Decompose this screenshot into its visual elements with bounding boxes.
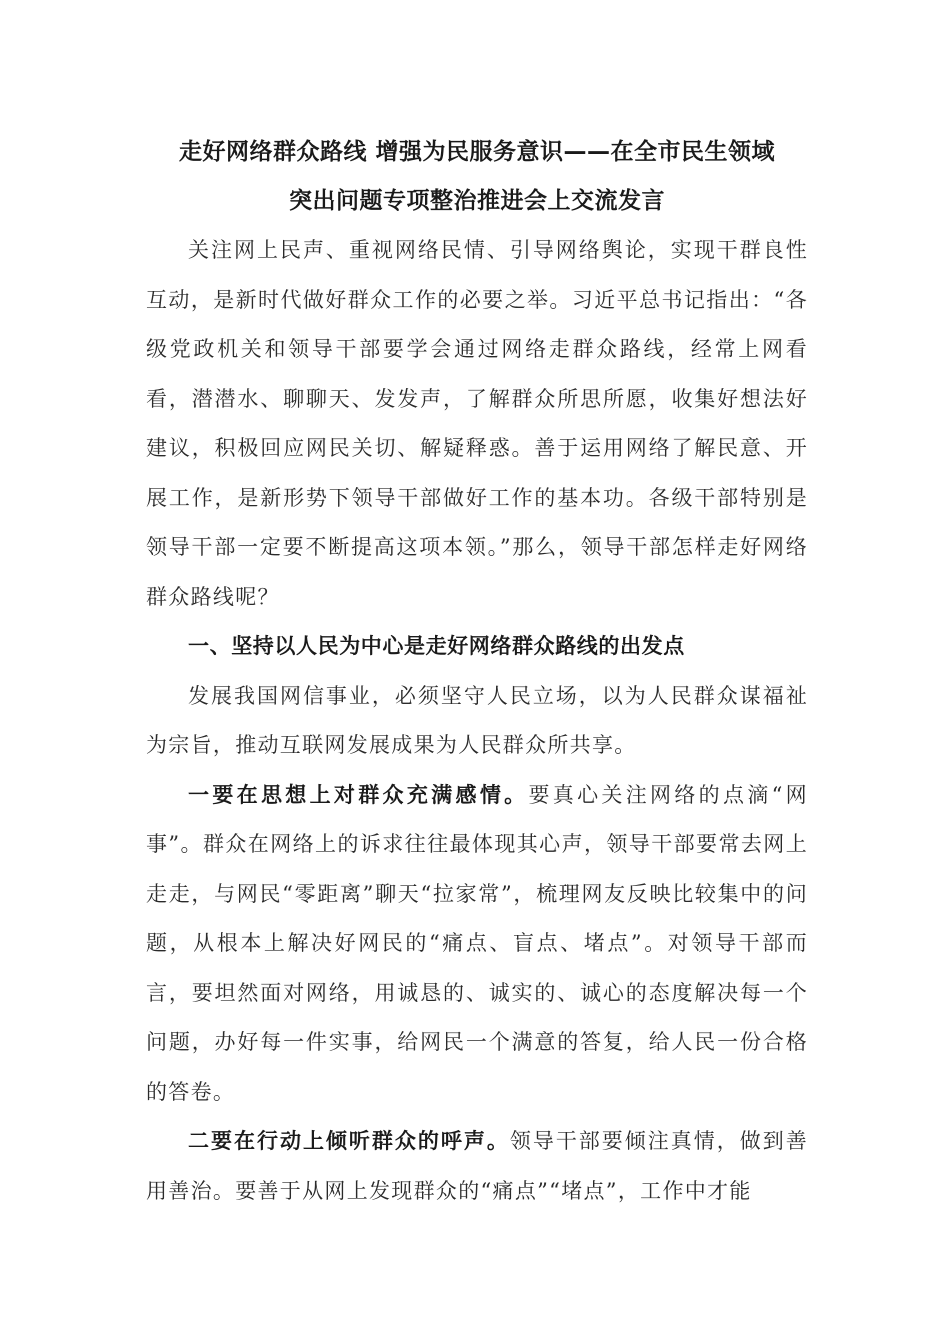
document-page bbox=[146, 128, 808, 1216]
point-1-lead: 一要在思想上对群众充满感情。 bbox=[188, 782, 529, 807]
point-2-text: 领导干部要倾注真情，做到善用善治。要善于从网上发现群众的“痛点”“堵点”，工作中才能 bbox=[146, 1129, 808, 1203]
document-title bbox=[146, 128, 808, 226]
intro-paragraph: 关注网上民声、重视网络民情、引导网络舆论，实现干群良性互动，是新时代做好群众工作的必要之举。习近平总书记指出：“各级党政机关和领导干部要学会通过网络走群众路线，经常上网看看，潜潜水、聊聊天、发发声，了解群众所思所愿，收集好想法好建议，积极回应网民关切、解疑释惑。善于运用网络了解民意、开展工作，是新形势下领导干部做好工作的基本功。各级干部特别是领导干部一定要不断提高这项本领。”那么，领导干部怎样走好网络群众路线呢？ bbox=[146, 238, 808, 609]
section-1-heading: 一、坚持以人民为中心是走好网络群众路线的出发点 bbox=[188, 634, 685, 658]
title-line-1: 走好网络群众路线 增强为民服务意识——在全市民生领域 bbox=[178, 139, 775, 165]
section-1-intro-paragraph: 发展我国网信事业，必须坚守人民立场，以为人民群众谋福祉为宗旨，推动互联网发展成果为人民群众所共享。 bbox=[146, 683, 808, 757]
point-1-paragraph bbox=[146, 771, 808, 1118]
point-2-lead: 二要在行动上倾听群众的呼声。 bbox=[188, 1129, 510, 1153]
point-1-text: 要真心关注网络的点滴“网事”。群众在网络上的诉求往往最体现其心声，领导干部要常去网上走走，与网民“零距离”聊天“拉家常”，梳理网友反映比较集中的问题，从根本上解决好网民的“痛点、盲点、堵点”。对领导干部而言，要坦然面对网络，用诚恳的、诚实的、诚心的态度解决每一个问题，办好每一件实事，给网民一个满意的答复，给人民一份合格的答卷。 bbox=[146, 782, 808, 1104]
point-2-paragraph bbox=[146, 1117, 808, 1216]
title-line-2: 突出问题专项整治推进会上交流发言 bbox=[289, 188, 665, 214]
